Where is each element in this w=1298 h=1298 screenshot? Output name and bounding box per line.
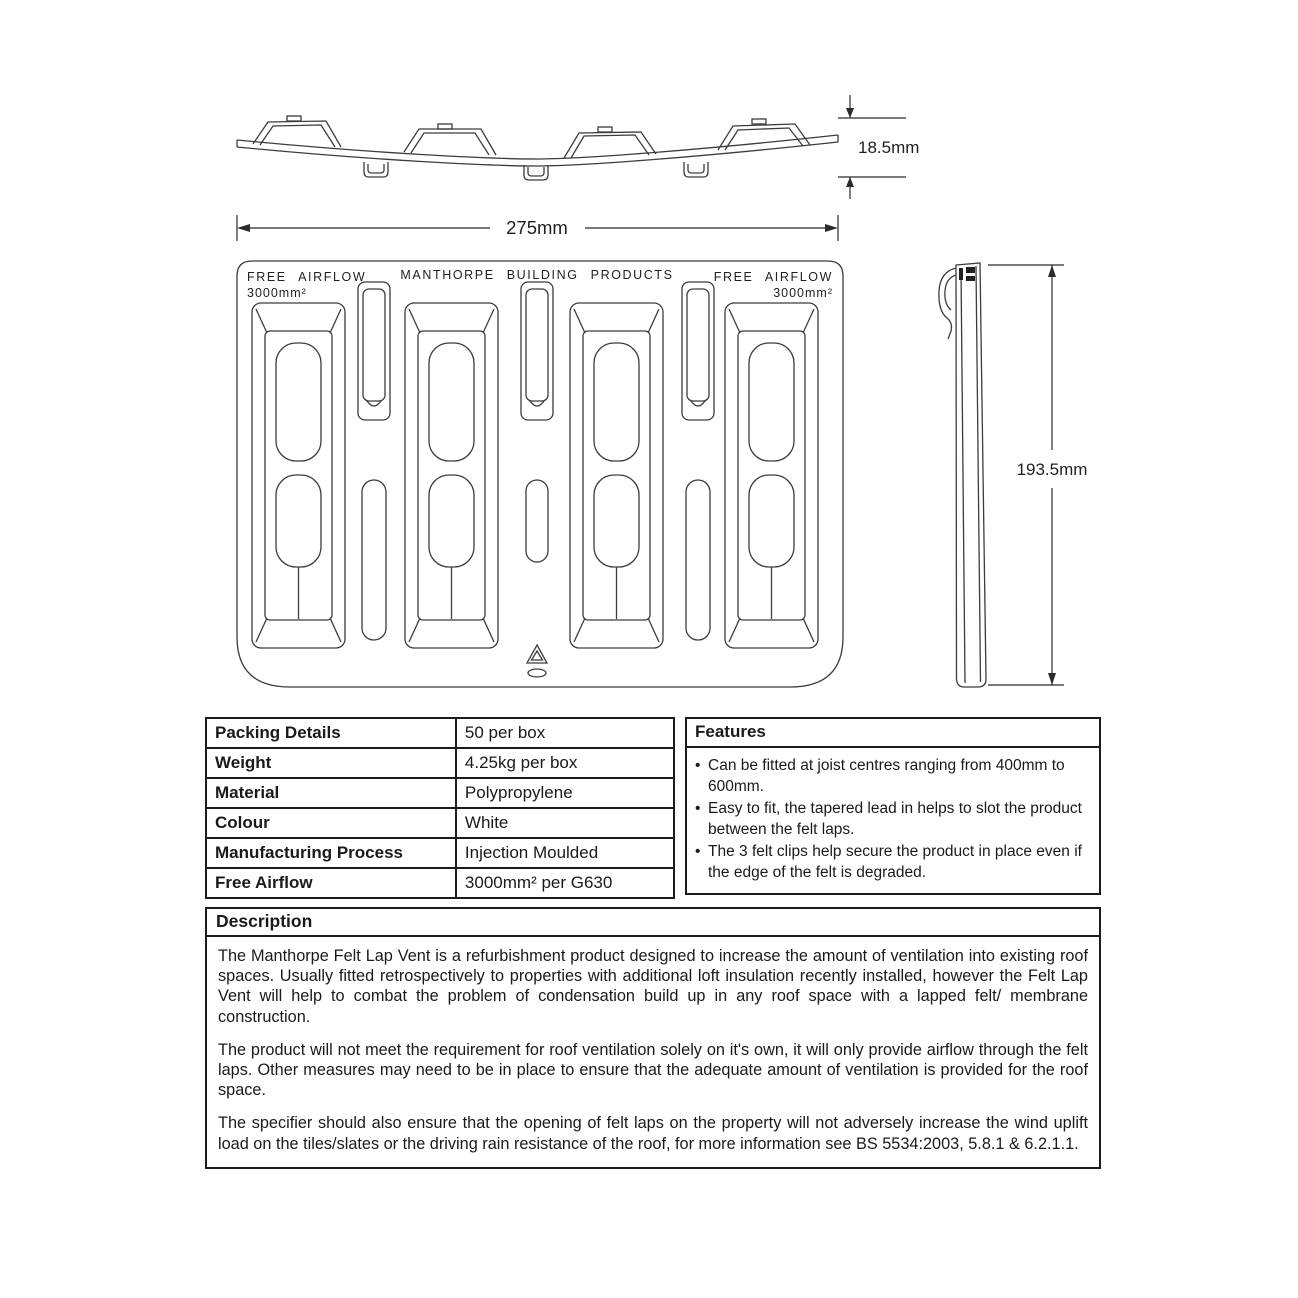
description-title: Description — [205, 907, 1101, 937]
front-view — [237, 261, 843, 687]
bullet-icon — [695, 798, 708, 840]
side-slot — [686, 480, 710, 640]
felt-clip — [682, 282, 714, 420]
table-row — [206, 778, 674, 808]
technical-drawing — [190, 85, 1110, 705]
description-box — [205, 907, 1101, 1169]
features-list — [687, 748, 1099, 893]
depth-dimension-label: 18.5mm — [858, 138, 920, 157]
spec-value: White — [456, 808, 674, 838]
height-dimension-label: 193.5mm — [1016, 460, 1088, 479]
spec-label: Manufacturing Process — [206, 838, 456, 868]
side-slot — [362, 480, 386, 640]
side-view — [939, 263, 986, 687]
width-dimension-label: 275mm — [506, 217, 568, 238]
description-paragraph: The product will not meet the requirement for roof ventilation solely on it's own, it will only provide airflow through the felt laps. Other measures may need to be in place to ensure that the adequate amount of ventilation is provided for the roof space. — [218, 1040, 1088, 1100]
table-row — [206, 808, 674, 838]
features-box — [685, 717, 1101, 895]
recycle-symbol — [527, 645, 547, 663]
spec-label: Packing Details — [206, 718, 456, 748]
bottom-detail — [528, 669, 546, 677]
spec-label: Free Airflow — [206, 868, 456, 898]
centre-slot — [526, 480, 548, 562]
width-dimension — [237, 215, 838, 241]
spec-value: Polypropylene — [456, 778, 674, 808]
front-airflow-left-label: FREE AIRFLOW — [247, 270, 367, 284]
top-profile-view — [237, 116, 838, 180]
spec-label: Material — [206, 778, 456, 808]
description-body — [205, 937, 1101, 1169]
spec-label: Weight — [206, 748, 456, 778]
table-row — [206, 868, 674, 898]
front-airflow-right-label: FREE AIRFLOW — [713, 270, 833, 284]
spec-value: 50 per box — [456, 718, 674, 748]
table-row — [206, 748, 674, 778]
spec-value: Injection Moulded — [456, 838, 674, 868]
feature-item — [695, 755, 1090, 797]
table-row — [206, 838, 674, 868]
vent-panel — [725, 303, 818, 648]
bullet-icon — [695, 755, 708, 797]
feature-text: The 3 felt clips help secure the product in place even if the edge of the felt is degraded. — [708, 843, 1082, 882]
feature-text: Can be fitted at joist centres ranging from 400mm to 600mm. — [708, 757, 1065, 796]
feature-text: Easy to fit, the tapered lead in helps to slot the product between the felt laps. — [708, 800, 1082, 839]
height-dimension — [988, 265, 1087, 685]
spec-value: 4.25kg per box — [456, 748, 674, 778]
vent-panel — [252, 303, 345, 648]
vent-panel — [570, 303, 663, 648]
front-airflow-right-value: 3000mm² — [773, 286, 833, 300]
spec-value: 3000mm² per G630 — [456, 868, 674, 898]
description-paragraph: The specifier should also ensure that the opening of felt laps on the property will not adversely increase the wind uplift load on the tiles/slates or the driving rain resistance of the roof, for more information see BS 5534:2003, 5.8.1 & 6.2.1.1. — [218, 1114, 1088, 1153]
table-row — [206, 718, 674, 748]
vent-panel — [405, 303, 498, 648]
front-airflow-left-value: 3000mm² — [247, 286, 307, 300]
depth-dimension — [838, 95, 919, 199]
packing-details-table — [205, 717, 675, 899]
features-title: Features — [687, 719, 1099, 748]
front-brand-label: MANTHORPE BUILDING PRODUCTS — [400, 268, 674, 282]
description-paragraph: The Manthorpe Felt Lap Vent is a refurbishment product designed to increase the amount of ventilation into existing roof spaces. Usually fitted retrospectively to properties with additional loft insulation recently installed, however the Felt Lap Vent will help to combat the problem of condensation build up in any roof space with a lapped felt/ membrane construction. — [218, 947, 1088, 1026]
felt-clip — [521, 282, 553, 420]
bullet-icon — [695, 841, 708, 883]
felt-clip — [358, 282, 390, 420]
spec-label: Colour — [206, 808, 456, 838]
feature-item — [695, 841, 1090, 883]
feature-item — [695, 798, 1090, 840]
